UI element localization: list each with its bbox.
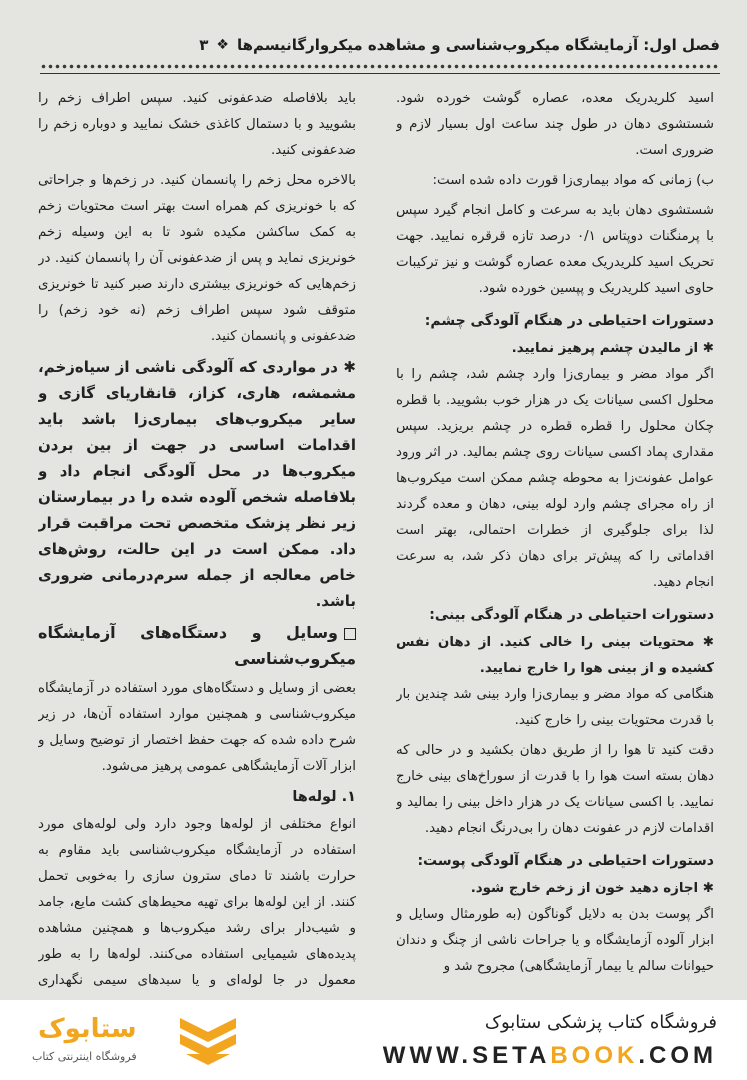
decorative-border [40,60,720,74]
logo-wordmark: ستابوک [38,1014,137,1044]
paragraph: اگر مواد مضر و بیماری‌زا وارد چشم شد، چشم را با محلول اکسی سیانات یک در هزار خوب بشویید. با قطره چکان محلول را قطره قطره در چشم بریزید. سپس مقداری پماد اکسی سیانات روی چشم بمالید. در اثر ورود عوامل عفونت‌زا به محوطه چشم ممکن است میکروب‌ها از راه مجرای چشم وارد لوله بینی، دهان و معده گردند لذا برای جلوگیری از خطرات احتمالی، بهتر است اقداماتی را که پیش‌تر برای دهان ذکر شد، به سرعت انجام دهید. [396,367,714,590]
book-stack-icon [176,1010,240,1068]
paragraph: انواع مختلفی از لوله‌ها وجود دارد ولی لوله‌های مورد استفاده در آزمایشگاه میکروب‌شناسی باید مقاوم به حرارت باشند تا دمای سترون سازی را به‌خوبی تحمل کنند. از این لوله‌ها برای تهیه محیط‌های کشت مایع، جامد و شیب‌دار برای رشد میکروب‌ها و همچنین مشاهده پدیده‌های شیمیایی استفاده می‌کنند. لوله‌ها را به طور معمول در جا لوله‌ای و یا سبدهای سیمی نگهداری [38,817,356,988]
section-title-text: وسایل و دستگاه‌های آزمایشگاه میکروب‌شناسی [38,623,356,668]
paragraph: ب) زمانی که مواد بیماری‌زا قورت داده شده است: [432,173,714,188]
heading-skin: دستورات احتیاطی در هنگام آلودگی پوست: [417,853,714,869]
paragraph: دقت کنید تا هوا را از طریق دهان بکشید و در حالی که دهان بسته است هوا را با قدرت از سوراخ‌های بینی خارج نمایید. با اکسی سیانات یک در هزار داخل بینی را بمالید و اقدامات لازم در عفونت دهان را بی‌درنگ انجام دهید. [396,743,714,836]
subsection-title: ۱. لوله‌ها [292,789,356,805]
store-url[interactable] [383,1042,717,1070]
store-name: فروشگاه کتاب پزشکی ستابوک [484,1012,717,1033]
heading-eye: دستورات احتیاطی در هنگام آلودگی چشم: [424,313,714,329]
right-column [396,86,714,1000]
paragraph: اگر پوست بدن به دلایل گوناگون (به طورمثال وسایل و ابزار آلوده آزمایشگاه و یا جراحات ناشی از چنگ و دندان حیوانات سالم یا بیمار آزمایشگاهی) مجروح شد و [396,907,714,974]
url-suffix: .COM [638,1042,717,1069]
url-accent: BOOK [550,1042,639,1069]
logo-tagline: فروشگاه اینترنتی کتاب [32,1050,137,1063]
nose-instruction: ✱ محتویات بینی را خالی کنید. از دهان نفس کشیده و از بینی هوا را خارج نمایید. [396,635,714,676]
warning-paragraph: ✱ در مواردی که آلودگی ناشی از سیاه‌زخم، مشمشه، هاری، کزاز، قانقاریای گازی و سایر میکروب‌های بیماری‌زا باشد باید اقدامات اساسی در جهت از بین بردن میکروب‌ها در محل آلودگی انجام داد و بلافاصله شخص آلوده شده را در بیمارستان زیر نظر پزشک متخصص تحت مراقبت قرار داد. ممکن است در این حالت، روش‌های خاص معالجه از جمله سرم‌درمانی ضروری باشد. [38,358,356,610]
skin-instruction: ✱ اجازه دهید خون از زخم خارج شود. [470,881,714,896]
paragraph: اسید کلریدریک معده، عصاره گوشت خورده شود. شستشوی دهان در طول چند ساعت اول بسیار لازم و ضروری است. [396,91,714,158]
paragraph: شستشوی دهان باید به سرعت و کامل انجام گیرد سپس با پرمنگنات دوپتاس ۰/۱ درصد تازه قرقره نمایید. جهت تحریک اسید کلریدریک معده عصاره گوشت و نیز ترکیبات حاوی اسید کلریدریک و پپسین خورده شود. [396,203,714,296]
ornament-icon: ❖ [216,37,229,53]
paragraph: باید بلافاصله ضدعفونی کنید. سپس اطراف زخم را بشویید و با دستمال کاغذی خشک نمایید و دوباره زخم را ضدعفونی کنید. [38,91,356,158]
page-number: ۳ [199,36,209,54]
eye-instruction: ✱ از مالیدن چشم پرهیز نمایید. [511,341,714,356]
paragraph: بالاخره محل زخم را پانسمان کنید. در زخم‌ها و جراحاتی که با خونریزی کم همراه است بهتر است محتویات زخم به کمک ساکشن مکیده شود تا به این وسیله زخم خونریزی نماید و پس از ضدعفونی آن را پانسمان کنید. در زخم‌هایی که خونریزی بیشتری دارند صبر کنید تا خونریزی متوقف شود سپس اطراف زخم (نه خود زخم) را ضدعفونی و پانسمان کنید. [38,173,356,344]
heading-nose: دستورات احتیاطی در هنگام آلودگی بینی: [429,607,714,623]
store-banner [0,1000,747,1080]
url-prefix: WWW.SETA [382,1042,551,1069]
chapter-title: فصل اول: آزمایشگاه میکروب‌شناسی و مشاهده میکروارگانیسم‌ها [236,36,720,54]
page-header [40,30,720,60]
paragraph: بعضی از وسایل و دستگاه‌های مورد استفاده در آزمایشگاه میکروب‌شناسی و همچنین موارد استفاده آن‌ها، در زیر شرح داده شده که جهت حفظ اختصار از توضیح وسایل و ابزار آلات آزمایشگاهی عمومی پرهیز می‌شود. [38,681,356,774]
section-title [38,620,356,672]
left-column [38,86,356,1000]
checkbox-icon [344,628,356,640]
paragraph: هنگامی که مواد مضر و بیماری‌زا وارد بینی شد چندین بار با قدرت محتویات بینی را خارج کنید. [396,687,714,728]
store-logo[interactable] [26,1008,246,1072]
